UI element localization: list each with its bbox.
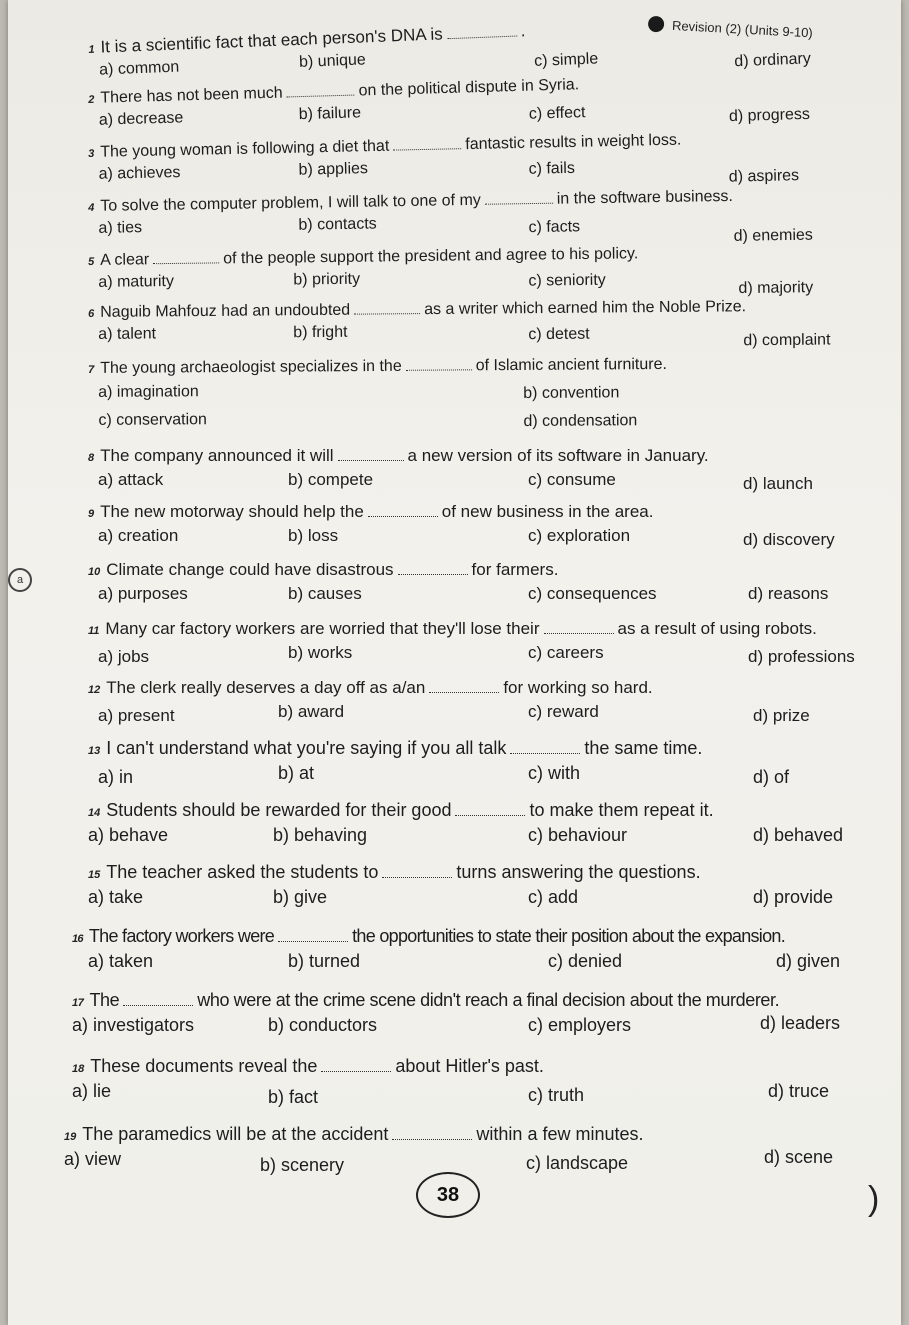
question-number: 18 xyxy=(72,1063,85,1075)
option-c[interactable]: c) consume xyxy=(528,470,616,489)
question-text-end: of new business in the area. xyxy=(441,502,654,521)
page-number: 38 xyxy=(416,1172,480,1218)
option-b[interactable]: b) conductors xyxy=(268,1015,378,1035)
question-number: 12 xyxy=(88,684,101,696)
question-6 xyxy=(88,297,868,352)
question-number: 3 xyxy=(88,147,95,160)
option-c[interactable]: c) consequences xyxy=(528,584,657,603)
question-text: Many car factory workers are worried that they'll lose their xyxy=(105,619,540,638)
question-12 xyxy=(88,678,868,728)
option-c[interactable]: c) employers xyxy=(528,1015,632,1035)
question-8 xyxy=(88,446,868,496)
answer-blank[interactable] xyxy=(321,1071,391,1072)
option-a[interactable]: a) present xyxy=(98,706,175,725)
question-4 xyxy=(88,186,869,246)
option-d[interactable]: d) aspires xyxy=(728,167,800,186)
option-c[interactable]: c) careers xyxy=(528,643,604,662)
question-number: 9 xyxy=(88,508,95,520)
question-13 xyxy=(88,738,868,789)
answer-blank[interactable] xyxy=(406,369,472,370)
question-text-end: the same time. xyxy=(584,738,703,758)
option-c[interactable]: c) behaviour xyxy=(528,825,628,845)
option-a[interactable]: a) creation xyxy=(98,526,179,545)
answer-blank[interactable] xyxy=(392,1139,472,1140)
option-b[interactable]: b) fright xyxy=(293,323,348,342)
question-14 xyxy=(88,800,868,851)
question-text-end: as a result of using robots. xyxy=(617,619,817,638)
option-b[interactable]: b) behaving xyxy=(273,825,368,845)
option-a[interactable]: a) maturity xyxy=(98,272,175,291)
answer-blank[interactable] xyxy=(510,753,580,754)
question-text-end: the opportunities to state their position about the expansion. xyxy=(352,926,786,946)
question-text: The paramedics will be at the accident xyxy=(82,1124,389,1144)
option-b[interactable]: b) unique xyxy=(298,51,367,71)
option-b[interactable]: b) award xyxy=(278,702,345,721)
question-number: 6 xyxy=(88,307,95,320)
option-b[interactable]: b) loss xyxy=(288,526,339,545)
option-a[interactable]: a) imagination xyxy=(98,383,199,401)
question-text-end: . xyxy=(520,21,526,41)
answer-blank[interactable] xyxy=(338,460,404,461)
answer-blank[interactable] xyxy=(123,1005,193,1006)
question-text: Climate change could have disastrous xyxy=(106,560,394,579)
question-text: It is a scientific fact that each person's DNA is xyxy=(100,24,444,57)
option-d[interactable]: d) leaders xyxy=(760,1013,841,1033)
question-number: 10 xyxy=(88,566,101,578)
question-text: I can't understand what you're saying if you all talk xyxy=(106,738,507,758)
question-18 xyxy=(72,1056,852,1107)
option-c[interactable]: c) seniority xyxy=(528,271,606,290)
option-d[interactable]: d) ordinary xyxy=(734,50,812,71)
option-b[interactable]: b) scenery xyxy=(260,1155,345,1175)
question-text: Naguib Mahfouz had an undoubted xyxy=(100,301,351,321)
option-a[interactable]: a) talent xyxy=(98,325,157,343)
option-d[interactable]: d) reasons xyxy=(748,584,829,603)
question-number: 1 xyxy=(88,43,95,56)
option-a[interactable]: a) achieves xyxy=(98,164,181,183)
option-c[interactable]: c) reward xyxy=(528,702,599,721)
option-a[interactable]: a) attack xyxy=(98,470,164,489)
option-c[interactable]: c) truth xyxy=(528,1085,585,1105)
question-15 xyxy=(88,862,868,913)
option-b[interactable]: b) contacts xyxy=(298,215,377,234)
header-title: Revision (2) (Units 9-10) xyxy=(671,17,814,40)
option-c[interactable]: c) simple xyxy=(533,50,599,70)
question-number: 17 xyxy=(72,997,84,1009)
question-text: These documents reveal the xyxy=(90,1056,318,1076)
question-text-end: for working so hard. xyxy=(503,678,653,697)
option-b[interactable]: b) fact xyxy=(268,1087,319,1107)
question-number: 5 xyxy=(88,255,95,268)
worksheet-page xyxy=(8,0,901,1325)
question-text: The xyxy=(89,990,120,1010)
option-c[interactable]: c) exploration xyxy=(528,526,631,545)
answer-blank[interactable] xyxy=(429,692,499,693)
closing-bracket-icon: ) xyxy=(868,1180,880,1218)
question-number: 11 xyxy=(88,625,100,637)
question-text-end: in the software business. xyxy=(556,187,734,208)
option-c[interactable]: c) facts xyxy=(528,218,581,237)
option-d[interactable]: d) provide xyxy=(753,887,834,907)
answer-blank[interactable] xyxy=(544,633,614,634)
question-text-end: a new version of its software in January. xyxy=(407,446,709,465)
option-c[interactable]: c) fails xyxy=(528,159,576,178)
question-text: There has not been much xyxy=(100,84,283,107)
option-a[interactable]: a) taken xyxy=(88,951,154,971)
option-a[interactable]: a) common xyxy=(98,58,180,79)
option-a[interactable]: a) purposes xyxy=(98,584,188,603)
option-a[interactable]: a) decrease xyxy=(98,109,184,129)
question-3 xyxy=(88,128,869,192)
option-c[interactable]: c) denied xyxy=(548,951,623,971)
answer-blank[interactable] xyxy=(287,95,355,98)
answer-blank[interactable] xyxy=(455,815,525,816)
question-text-end: turns answering the questions. xyxy=(456,862,701,882)
answer-blank[interactable] xyxy=(368,516,438,517)
question-number: 16 xyxy=(72,933,83,945)
question-text: The young archaeologist specializes in the xyxy=(100,357,402,377)
option-d[interactable]: d) professions xyxy=(748,647,855,666)
option-b[interactable]: b) compete xyxy=(288,470,374,489)
option-d[interactable]: d) enemies xyxy=(733,226,813,245)
option-c[interactable]: c) effect xyxy=(528,104,586,123)
option-a[interactable]: a) in xyxy=(98,767,134,787)
option-d[interactable]: d) majority xyxy=(738,279,814,298)
question-text: The factory workers were xyxy=(88,926,275,946)
option-b[interactable]: b) convention xyxy=(523,384,620,402)
question-text-end: to make them repeat it. xyxy=(529,800,714,820)
option-d[interactable]: d) of xyxy=(753,767,790,787)
option-c[interactable]: c) detest xyxy=(528,325,590,344)
question-number: 14 xyxy=(88,807,101,819)
question-number: 7 xyxy=(88,363,95,376)
question-16 xyxy=(72,926,852,977)
question-text: The teacher asked the students to xyxy=(106,862,379,882)
question-text: The new motorway should help the xyxy=(100,502,364,521)
question-number: 2 xyxy=(88,93,95,106)
answer-blank[interactable] xyxy=(398,574,468,575)
question-9 xyxy=(88,502,868,552)
option-c[interactable]: c) add xyxy=(528,887,579,907)
option-d[interactable]: d) given xyxy=(776,951,841,971)
option-a[interactable]: a) jobs xyxy=(98,647,150,666)
answer-blank[interactable] xyxy=(382,877,452,878)
option-a[interactable]: a) ties xyxy=(98,219,143,237)
question-number: 13 xyxy=(88,745,101,757)
question-text-end: for farmers. xyxy=(471,560,559,579)
option-b[interactable]: b) works xyxy=(288,643,353,662)
answer-blank[interactable] xyxy=(354,313,420,315)
question-number: 15 xyxy=(88,869,101,881)
option-d[interactable]: d) scene xyxy=(764,1147,834,1167)
option-b[interactable]: b) causes xyxy=(288,584,362,603)
option-d[interactable]: d) discovery xyxy=(743,530,835,549)
question-text: The young woman is following a diet that xyxy=(100,137,390,161)
option-a[interactable]: a) lie xyxy=(72,1081,112,1101)
question-text-end: fantastic results in weight loss. xyxy=(465,131,682,154)
option-a[interactable]: a) view xyxy=(64,1149,122,1169)
option-d[interactable]: d) truce xyxy=(768,1081,830,1101)
option-b[interactable]: b) give xyxy=(273,887,328,907)
side-circle-mark: a xyxy=(8,568,32,592)
option-d[interactable]: d) prize xyxy=(753,706,810,725)
option-b[interactable]: b) at xyxy=(278,763,315,783)
question-number: 8 xyxy=(88,452,95,464)
question-number: 4 xyxy=(88,201,95,214)
question-17 xyxy=(72,990,852,1041)
option-d[interactable]: d) progress xyxy=(728,105,811,126)
question-7 xyxy=(88,355,869,438)
option-d[interactable]: d) condensation xyxy=(523,412,638,430)
answer-blank[interactable] xyxy=(447,36,517,40)
question-text: To solve the computer problem, I will talk to one of my xyxy=(100,191,481,215)
question-10 xyxy=(88,560,868,610)
option-b[interactable]: b) turned xyxy=(288,951,361,971)
question-text-end: within a few minutes. xyxy=(476,1124,644,1144)
option-a[interactable]: a) take xyxy=(88,887,144,907)
option-a[interactable]: a) investigators xyxy=(72,1015,195,1035)
question-text-end: of the people support the president and agree to his policy. xyxy=(223,245,639,268)
answer-blank[interactable] xyxy=(485,203,553,205)
answer-blank[interactable] xyxy=(393,148,461,150)
question-text: A clear xyxy=(100,251,150,269)
question-text-end: on the political dispute in Syria. xyxy=(358,76,580,100)
option-b[interactable]: b) applies xyxy=(298,160,369,179)
option-c[interactable]: c) landscape xyxy=(526,1153,629,1173)
question-text: Students should be rewarded for their good xyxy=(106,800,452,820)
question-5 xyxy=(88,242,869,300)
question-text-end: about Hitler's past. xyxy=(395,1056,544,1076)
option-b[interactable]: b) priority xyxy=(293,270,361,289)
question-text-end: as a writer which earned him the Noble Prize. xyxy=(424,298,747,319)
option-d[interactable]: d) behaved xyxy=(753,825,844,845)
question-text: The company announced it will xyxy=(100,446,334,465)
option-b[interactable]: b) failure xyxy=(298,104,362,124)
option-d[interactable]: d) complaint xyxy=(743,331,831,350)
option-a[interactable]: a) behave xyxy=(88,825,169,845)
answer-blank[interactable] xyxy=(153,262,219,264)
option-c[interactable]: c) conservation xyxy=(98,411,207,429)
question-number: 19 xyxy=(64,1131,77,1143)
question-11 xyxy=(88,619,868,669)
question-text-end: who were at the crime scene didn't reach a final decision about the murderer. xyxy=(197,990,780,1010)
option-d[interactable]: d) launch xyxy=(743,474,813,493)
question-19 xyxy=(64,1124,844,1175)
question-text: The clerk really deserves a day off as a/an xyxy=(106,678,426,697)
answer-blank[interactable] xyxy=(278,941,348,942)
question-text-end: of Islamic ancient furniture. xyxy=(475,355,667,375)
option-c[interactable]: c) with xyxy=(528,763,581,783)
